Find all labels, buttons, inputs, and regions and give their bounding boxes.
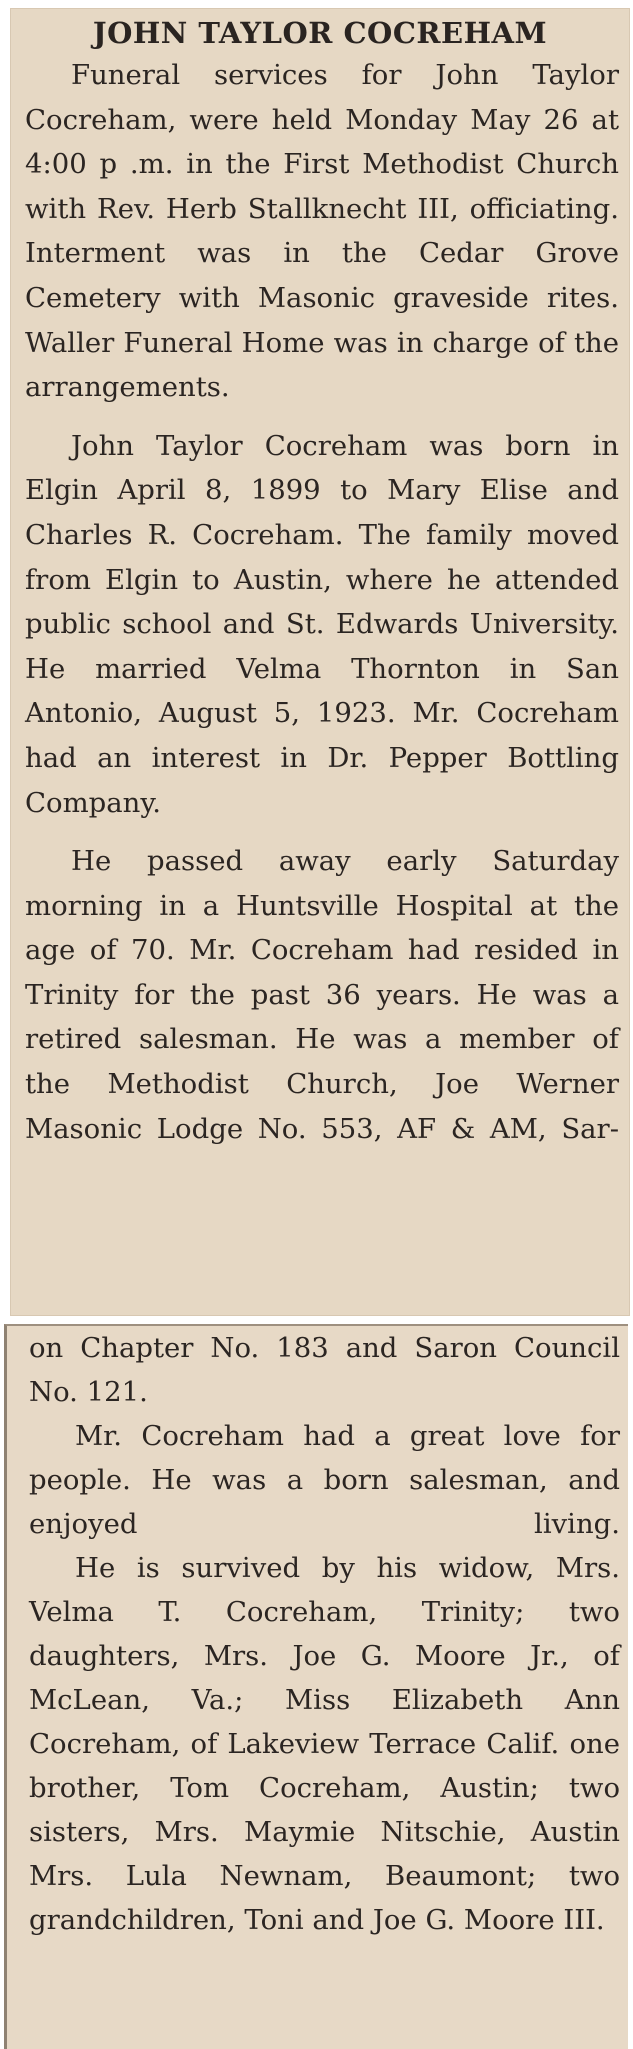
paragraph-continuation: on Chapter No. 183 and Saron Council No. 121. <box>29 1332 620 1408</box>
obituary-clipping-top <box>10 8 630 1316</box>
paragraph-personal: Mr. Cocreham had a great love for people. He was a born salesman, and enjoyed living. <box>29 1420 620 1540</box>
paragraph-funeral-services: Funeral services for John Taylor Cocreham, were held Monday May 26 at 4:00 p .m. in the First Methodist Church with Rev. Herb Stallknecht III, officiating. Interment was in the Cedar Grove Cemetery with Masonic graveside rites. Waller Funeral Home was in charge of the arrangements. <box>25 59 619 404</box>
obituary-headline: JOHN TAYLOR COCREHAM <box>92 16 548 50</box>
paragraph-survivors: He is survived by his widow, Mrs. Velma T. Cocreham, Trinity; two daughters, Mrs. Joe G. Moore Jr., of McLean, Va.; Miss Elizabeth Ann Cocreham, of Lakeview Terrace Calif. one brother, Tom Cocreham, Austin; two sisters, Mrs. Maymie Nitschie, Austin Mrs. Lula Newnam, Beaumont; two grandchildren, Toni and Joe G. Moore III. <box>29 1552 620 1936</box>
paragraph-gap <box>11 410 629 424</box>
paragraph-death-membership: He passed away early Saturday morning in a Huntsville Hospital at the age of 70. Mr. Cocreham had resided in Trinity for the past 36 years. He was a retired salesman. He was a member of the Methodist Church, Joe Werner Masonic Lodge No. 553, AF & AM, Sar- <box>25 845 619 1145</box>
obituary-clipping-bottom <box>4 1324 628 2049</box>
paragraph-gap <box>11 825 629 839</box>
paragraph-biography: John Taylor Cocreham was born in Elgin April 8, 1899 to Mary Elise and Charles R. Cocreham. The family moved from Elgin to Austin, where he attended public school and St. Edwards University. He married Velma Thornton in San Antonio, August 5, 1923. Mr. Cocreham had an interest in Dr. Pepper Bottling Company. <box>25 429 619 819</box>
